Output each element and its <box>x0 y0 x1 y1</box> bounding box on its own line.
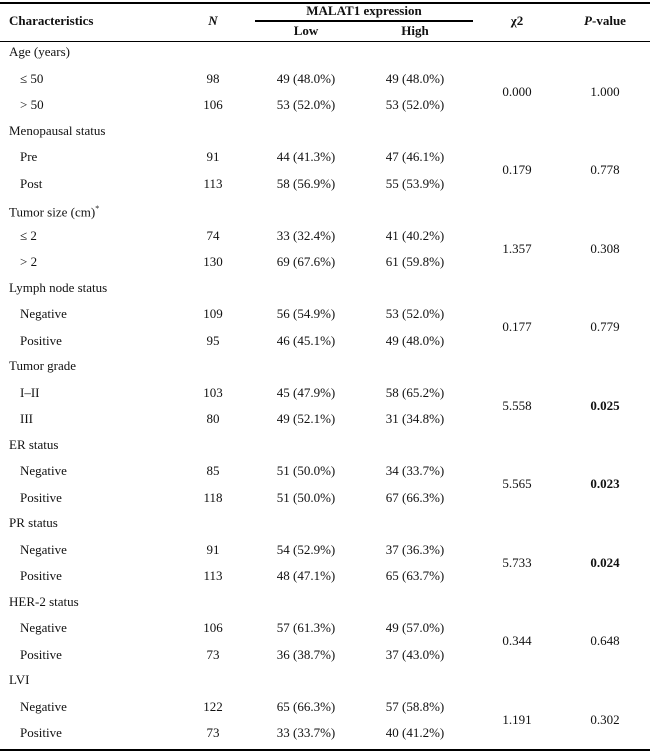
group-title <box>9 515 58 531</box>
row-n: 85 <box>206 463 220 478</box>
row-label: Negative <box>20 698 67 714</box>
row-high: 31 (34.8%) <box>385 411 445 426</box>
group-title-text: PR status <box>9 515 58 530</box>
row-low: 48 (47.1%) <box>276 568 336 583</box>
row-label: Negative <box>20 541 67 557</box>
group-p-value: 0.778 <box>590 162 620 178</box>
row-n: 113 <box>203 568 223 583</box>
row-high: 49 (48.0%) <box>385 70 445 86</box>
row-n: 130 <box>203 254 223 269</box>
group-chi2: 0.344 <box>502 633 532 649</box>
row-n: 95 <box>206 332 220 348</box>
group-chi2: 5.565 <box>502 476 532 492</box>
group-title <box>9 672 29 688</box>
row-n: 103 <box>203 384 223 400</box>
group-chi2: 0.000 <box>502 83 532 99</box>
row-high: 37 (36.3%) <box>385 541 445 557</box>
row-label: Negative <box>20 463 67 478</box>
header-high: High <box>401 23 429 38</box>
row-high: 57 (58.8%) <box>385 698 445 714</box>
header-characteristics: Characteristics <box>9 13 94 28</box>
row-n: 74 <box>206 227 220 243</box>
group-chi2: 1.191 <box>502 711 532 727</box>
row-low: 54 (52.9%) <box>276 541 336 557</box>
group-p-value: 0.025 <box>590 397 620 413</box>
row-low: 51 (50.0%) <box>276 463 336 478</box>
row-label: Post <box>20 175 43 191</box>
row-n: 73 <box>206 646 220 662</box>
group-title-text: ER status <box>9 436 59 452</box>
row-low: 56 (54.9%) <box>276 306 336 321</box>
row-n: 106 <box>203 97 223 112</box>
row-high: 58 (65.2%) <box>385 384 445 400</box>
row-high: 53 (52.0%) <box>385 306 445 321</box>
row-low: 45 (47.9%) <box>276 384 336 400</box>
row-low: 58 (56.9%) <box>276 175 336 191</box>
header-chi2: χ2 <box>510 13 524 28</box>
row-label: Pre <box>20 149 38 164</box>
row-low: 69 (67.6%) <box>276 254 336 269</box>
row-high: 53 (52.0%) <box>385 97 445 112</box>
row-n: 91 <box>206 149 220 164</box>
group-title-text: Tumor size (cm) <box>9 204 96 220</box>
row-label: ≤ 50 <box>20 70 44 86</box>
row-n: 73 <box>206 725 220 740</box>
header-p-letter: P <box>584 13 592 28</box>
row-high: 61 (59.8%) <box>385 254 445 269</box>
row-high: 65 (63.7%) <box>385 568 445 583</box>
row-n: 98 <box>206 70 220 86</box>
group-p-value: 0.779 <box>590 319 620 335</box>
row-high: 41 (40.2%) <box>385 227 445 243</box>
row-high: 49 (48.0%) <box>385 332 445 348</box>
group-p-value: 0.024 <box>590 554 620 570</box>
header-p-suffix: -value <box>592 13 626 28</box>
row-high: 34 (33.7%) <box>385 463 445 478</box>
group-chi2: 5.558 <box>502 397 532 413</box>
group-underline <box>255 20 473 22</box>
group-title <box>9 44 70 60</box>
row-low: 33 (32.4%) <box>276 227 336 243</box>
row-label: Positive <box>20 489 62 505</box>
group-title-text: Tumor grade <box>9 358 77 373</box>
group-title <box>9 358 76 374</box>
group-title <box>9 123 105 139</box>
header-p-value <box>584 13 626 29</box>
row-label: I–II <box>20 384 40 400</box>
footnote-marker: * <box>95 204 100 213</box>
group-p-value: 0.023 <box>590 476 620 492</box>
group-chi2: 5.733 <box>502 554 532 570</box>
row-high: 55 (53.9%) <box>385 175 445 191</box>
group-p-value: 1.000 <box>590 83 620 99</box>
row-label: Positive <box>20 568 62 583</box>
group-title <box>9 437 58 453</box>
row-low: 33 (33.7%) <box>276 725 336 740</box>
header-n: N <box>208 13 218 28</box>
group-title <box>9 280 107 296</box>
group-p-value: 0.308 <box>590 240 620 256</box>
group-title-text: HER-2 status <box>9 593 79 609</box>
group-title-text: LVI <box>9 672 30 687</box>
row-low: 51 (50.0%) <box>276 489 336 505</box>
header-low: Low <box>293 23 319 38</box>
row-low: 65 (66.3%) <box>276 698 336 714</box>
row-low: 49 (52.1%) <box>276 411 336 426</box>
row-n: 122 <box>203 698 223 714</box>
row-label: > 50 <box>20 97 44 112</box>
row-label: Positive <box>20 725 62 740</box>
group-p-value: 0.648 <box>590 633 620 649</box>
row-n: 106 <box>203 620 223 635</box>
group-title-text: Age (years) <box>9 44 70 59</box>
row-high: 67 (66.3%) <box>385 489 445 505</box>
row-n: 80 <box>206 411 220 426</box>
row-label: Negative <box>20 306 67 321</box>
row-label: > 2 <box>20 254 38 269</box>
row-low: 46 (45.1%) <box>276 332 336 348</box>
row-low: 53 (52.0%) <box>276 97 336 112</box>
row-high: 37 (43.0%) <box>385 646 445 662</box>
row-n: 113 <box>203 175 223 191</box>
group-chi2: 0.179 <box>502 162 532 178</box>
group-title <box>9 201 99 220</box>
row-low: 49 (48.0%) <box>276 70 336 86</box>
row-low: 57 (61.3%) <box>276 620 336 635</box>
row-n: 109 <box>203 306 223 321</box>
row-high: 47 (46.1%) <box>385 149 445 164</box>
row-low: 36 (38.7%) <box>276 646 336 662</box>
row-label: Negative <box>20 620 67 635</box>
row-high: 49 (57.0%) <box>385 620 445 635</box>
group-title <box>9 594 79 610</box>
row-label: Positive <box>20 646 62 662</box>
row-label: Positive <box>20 332 62 348</box>
group-title-text: Lymph node status <box>9 279 108 295</box>
row-n: 91 <box>206 541 220 557</box>
group-title-text: Menopausal status <box>9 122 106 138</box>
row-n: 118 <box>203 489 223 505</box>
row-label: III <box>20 411 33 426</box>
group-chi2: 1.357 <box>502 240 532 256</box>
group-chi2: 0.177 <box>502 319 532 335</box>
row-label: ≤ 2 <box>20 227 37 243</box>
row-low: 44 (41.3%) <box>276 149 336 164</box>
header-malat1-expression: MALAT1 expression <box>306 3 422 18</box>
row-high: 40 (41.2%) <box>385 725 445 740</box>
header-bottom-rule <box>0 41 650 42</box>
group-p-value: 0.302 <box>590 711 620 727</box>
